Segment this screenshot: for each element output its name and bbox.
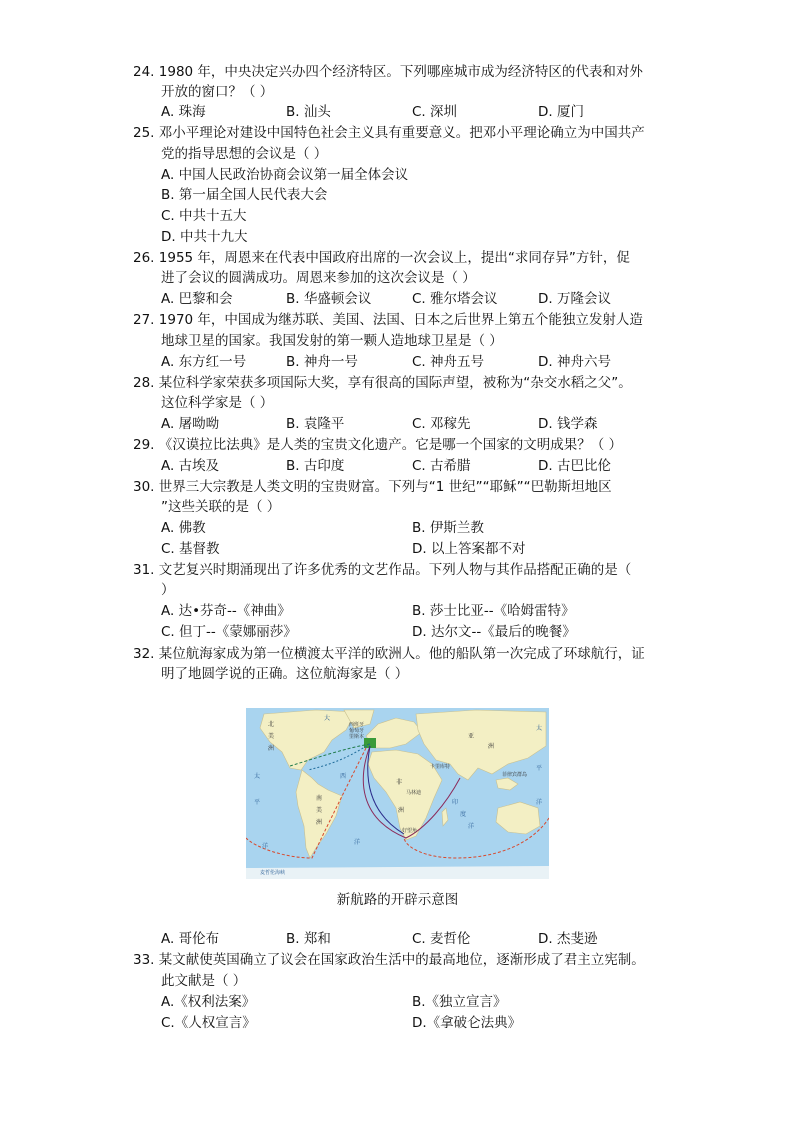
map-label-indian-2: 度 bbox=[460, 811, 467, 818]
antarctica-landmass bbox=[246, 866, 549, 879]
map-label-north-2: 美 bbox=[268, 733, 275, 740]
q28-option-a[interactable]: A. 屠呦呦 bbox=[161, 416, 220, 432]
q33-line1: 33. 某文献使英国确立了议会在国家政治生活中的最高地位，逐渐形成了君主立宪制。 bbox=[133, 952, 645, 968]
map-label-portugal: 葡萄牙 bbox=[349, 728, 365, 734]
q26-option-b[interactable]: B. 华盛顿会议 bbox=[286, 291, 372, 307]
map-label-asia-1: 亚 bbox=[468, 733, 475, 740]
q29-line1: 29. 《汉谟拉比法典》是人类的宝贵文化遗产。它是哪一个国家的文明成果？（ ） bbox=[133, 437, 623, 453]
q25-line2: 党的指导思想的会议是（ ） bbox=[161, 146, 328, 162]
q30-line2: ”这些关联的是（ ） bbox=[161, 499, 281, 515]
map-label-indian-1: 印 bbox=[452, 799, 459, 806]
q24-option-b[interactable]: B. 汕头 bbox=[286, 104, 331, 120]
q24-option-a[interactable]: A. 珠海 bbox=[161, 104, 206, 120]
world-map-svg bbox=[246, 708, 549, 879]
q31-option-b[interactable]: B. 莎士比亚--《哈姆雷特》 bbox=[412, 603, 575, 619]
q29-option-d[interactable]: D. 古巴比伦 bbox=[538, 458, 611, 474]
q24-option-d[interactable]: D. 厦门 bbox=[538, 104, 584, 120]
q33-option-d[interactable]: D.《拿破仑法典》 bbox=[412, 1015, 522, 1031]
q30-option-a[interactable]: A. 佛教 bbox=[161, 520, 206, 536]
figure-caption: 新航路的开辟示意图 bbox=[336, 892, 459, 908]
q28-line2: 这位科学家是（ ） bbox=[161, 395, 274, 411]
q25-option-a[interactable]: A. 中国人民政治协商会议第一届全体会议 bbox=[161, 167, 409, 183]
q26-line2: 进了会议的圆满成功。周恩来参加的这次会议是（ ） bbox=[161, 270, 476, 286]
q29-option-b[interactable]: B. 古印度 bbox=[286, 458, 345, 474]
map-label-pacific-w-1: 太 bbox=[254, 773, 261, 780]
map-label-south-1: 南 bbox=[316, 795, 323, 802]
map-label-atlantic-1: 大 bbox=[324, 715, 331, 722]
q26-option-c[interactable]: C. 雅尔塔会议 bbox=[412, 291, 498, 307]
q24-line2: 开放的窗口？（ ） bbox=[161, 84, 274, 100]
q28-option-d[interactable]: D. 钱学森 bbox=[538, 416, 598, 432]
q25-option-d[interactable]: D. 中共十九大 bbox=[161, 229, 248, 245]
map-label-south-2: 美 bbox=[316, 807, 323, 814]
map-label-calicut: 卡里库特 bbox=[430, 764, 451, 770]
q32-option-c[interactable]: C. 麦哲伦 bbox=[412, 931, 471, 947]
q29-option-a[interactable]: A. 古埃及 bbox=[161, 458, 220, 474]
q32-line1: 32. 某位航海家成为第一位横渡太平洋的欧洲人。他的船队第一次完成了环球航行，证 bbox=[133, 646, 645, 662]
q32-option-a[interactable]: A. 哥伦布 bbox=[161, 931, 220, 947]
q31-line1: 31. 文艺复兴时期涌现出了许多优秀的文艺作品。下列人物与其作品搭配正确的是（ bbox=[133, 562, 632, 578]
q24-option-c[interactable]: C. 深圳 bbox=[412, 104, 458, 120]
map-label-pacific-e-3: 洋 bbox=[536, 799, 543, 806]
q25-line1: 25. 邓小平理论对建设中国特色社会主义具有重要意义。把邓小平理论确立为中国共产 bbox=[133, 125, 645, 141]
map-label-pacific-w-2: 平 bbox=[254, 799, 261, 806]
map-label-pacific-e-1: 太 bbox=[536, 725, 543, 732]
q27-option-a[interactable]: A. 东方红一号 bbox=[161, 354, 247, 370]
q27-option-d[interactable]: D. 神舟六号 bbox=[538, 354, 611, 370]
map-label-pacific-e-2: 平 bbox=[536, 765, 543, 772]
q27-line1: 27. 1970 年，中国成为继苏联、美国、法国、日本之后世界上第五个能独立发射人造 bbox=[133, 312, 643, 328]
q33-option-c[interactable]: C.《人权宣言》 bbox=[161, 1015, 256, 1031]
q28-option-c[interactable]: C. 邓稼先 bbox=[412, 416, 471, 432]
q27-line2: 地球卫星的国家。我国发射的第一颗人造地球卫星是（ ） bbox=[161, 333, 503, 349]
map-label-atlantic-2: 西 bbox=[340, 773, 347, 780]
map-label-africa-2: 洲 bbox=[398, 807, 405, 814]
map-label-pacific-w-3: 洋 bbox=[262, 843, 269, 850]
map-label-atlantic-3: 洋 bbox=[354, 839, 361, 846]
q24-line1: 24. 1980 年，中央决定兴办四个经济特区。下列哪座城市成为经济特区的代表和对外 bbox=[133, 64, 643, 80]
q30-option-c[interactable]: C. 基督教 bbox=[161, 541, 220, 557]
q29-option-c[interactable]: C. 古希腊 bbox=[412, 458, 471, 474]
q32-option-d[interactable]: D. 杰斐逊 bbox=[538, 931, 598, 947]
map-label-africa-1: 非 bbox=[396, 779, 403, 786]
q30-option-b[interactable]: B. 伊斯兰教 bbox=[412, 520, 484, 536]
q25-option-b[interactable]: B. 第一届全国人民代表大会 bbox=[161, 187, 328, 203]
q31-option-a[interactable]: A. 达•芬奇--《神曲》 bbox=[161, 603, 291, 619]
map-label-malindi: 马林迪 bbox=[406, 790, 422, 796]
q31-line2: ） bbox=[161, 582, 175, 598]
map-label-philippines: 菲律宾群岛 bbox=[502, 772, 528, 778]
q33-option-b[interactable]: B.《独立宣言》 bbox=[412, 994, 507, 1010]
q25-option-c[interactable]: C. 中共十五大 bbox=[161, 208, 247, 224]
q31-option-d[interactable]: D. 达尔文--《最后的晚餐》 bbox=[412, 624, 576, 640]
map-label-cape-good-hope: 好望角 bbox=[402, 828, 418, 834]
q27-option-c[interactable]: C. 神舟五号 bbox=[412, 354, 485, 370]
q27-option-b[interactable]: B. 神舟一号 bbox=[286, 354, 358, 370]
map-label-lisbon: 里斯本 bbox=[349, 734, 365, 740]
map-label-indian-3: 洋 bbox=[468, 823, 475, 830]
q31-option-c[interactable]: C. 但丁--《蒙娜丽莎》 bbox=[161, 624, 297, 640]
map-label-south-3: 洲 bbox=[316, 819, 323, 826]
new-sea-routes-map bbox=[246, 708, 549, 879]
q28-line1: 28. 某位科学家荣获多项国际大奖，享有很高的国际声望，被称为“杂交水稻之父”。 bbox=[133, 375, 632, 391]
q30-option-d[interactable]: D. 以上答案都不对 bbox=[412, 541, 526, 557]
q32-option-b[interactable]: B. 郑和 bbox=[286, 931, 331, 947]
q30-line1: 30. 世界三大宗教是人类文明的宝贵财富。下列与“1 世纪”“耶稣”“巴勒斯坦地区 bbox=[133, 479, 612, 495]
map-label-north-3: 洲 bbox=[268, 745, 275, 752]
map-label-spain: 西班牙 bbox=[349, 722, 365, 728]
map-label-magellan-strait: 麦哲伦海峡 bbox=[260, 870, 286, 876]
q28-option-b[interactable]: B. 袁隆平 bbox=[286, 416, 345, 432]
q33-option-a[interactable]: A.《权利法案》 bbox=[161, 994, 256, 1010]
q26-line1: 26. 1955 年，周恩来在代表中国政府出席的一次会议上，提出“求同存异”方针，促 bbox=[133, 250, 630, 266]
q26-option-d[interactable]: D. 万隆会议 bbox=[538, 291, 611, 307]
map-label-north-1: 北 bbox=[268, 721, 275, 728]
q26-option-a[interactable]: A. 巴黎和会 bbox=[161, 291, 233, 307]
q32-line2: 明了地圆学说的正确。这位航海家是（ ） bbox=[161, 666, 409, 682]
q33-line2: 此文献是（ ） bbox=[161, 973, 247, 989]
map-label-asia-2: 洲 bbox=[488, 743, 495, 750]
